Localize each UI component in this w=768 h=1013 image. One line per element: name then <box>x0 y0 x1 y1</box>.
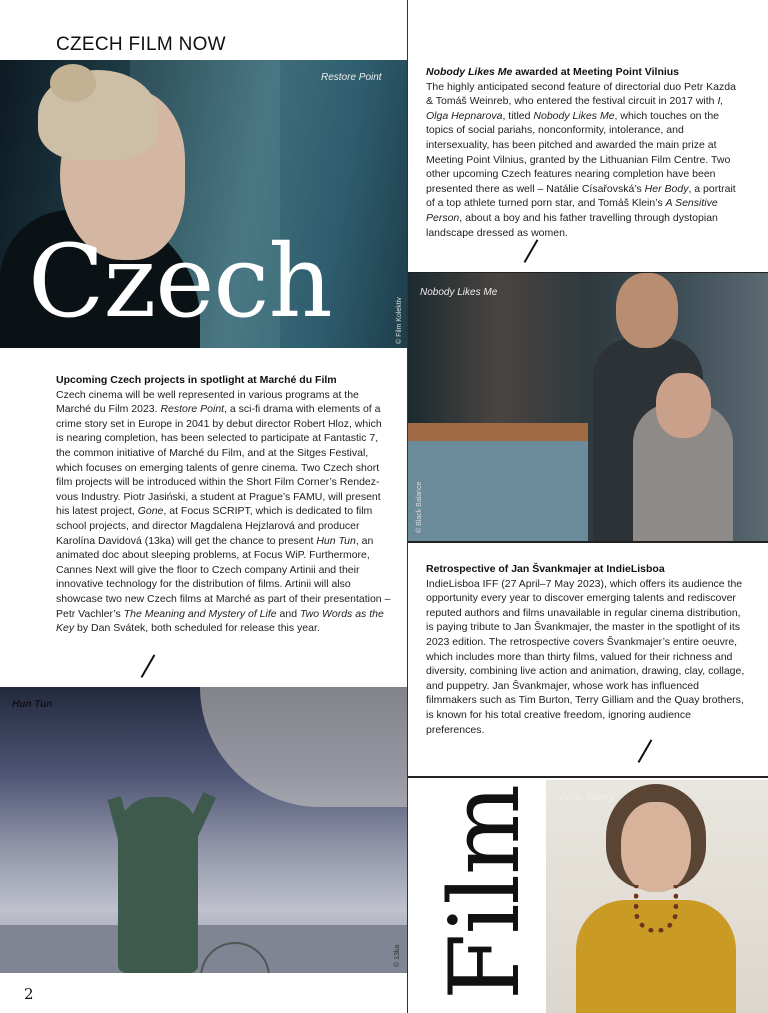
article-nobody-likes-me <box>426 65 744 240</box>
page-number: 2 <box>24 985 34 1003</box>
article-body: Czech cinema will be well represented in various programs at the Marché du Film 2023. Restore Point, a sci-fi drama with elements of a crime story set in Europe in 2041 by debut director Robert Hloz, which is nearing completion, has been selected to participate at Fantastic 7, the common initiative of Marché du Film, and at the Sitges Festival, which focuses on emerging talents of genre cinema. Two Czech short film projects will be introduced within the Short Film Corner’s Rendez-vous Industry. Piotr Jasiński, a student at Prague’s FAMU, will present his latest project, Gone, at Focus SCRIPT, which is dedicated to film school projects, and director Magdalena Hejzlarová and producer Karolína Davidová (13ka) will get the chance to present Hun Tun, an animated doc about sleeping problems, at Focus WiP. Furthermore, Cannes Next will give the floor to Czech company Artinii and their innovative technology for the distribution of films. Artinii will also showcase two new Czech films at Marché as part of their presentation – Petr Vachler’s The Meaning and Mystery of Life and Two Words as the Key by Dan Svátek, both scheduled for release this year. <box>56 388 391 635</box>
photo-caption: Hun Tun <box>12 699 53 710</box>
end-mark <box>141 654 155 677</box>
article-body: The highly anticipated second feature of directorial duo Petr Kazda & Tomáš Weinreb, who entered the festival circuit in 2017 with I, Olga Hepnarova, titled Nobody Likes Me, which touches on the topics of social pariahs, nonconformity, intolerance, and intersexuality, has been pitched and awarded the main prize at Meeting Point Vilnius, granted by the Lithuanian Film Centre. Two other upcoming Czech features nearing completion have been presented there as well – Natálie Císařovská’s Her Body, a portrait of a top athlete turned porn star, and Tomáš Klein’s A Sensitive Person, about a boy and his father travelling through dystopian landscape dressed as women. <box>426 80 736 239</box>
article-title: Nobody Likes Me awarded at Meeting Point Vilnius <box>426 66 680 78</box>
photo-caption: Nobody Likes Me <box>420 287 498 298</box>
article-title: Upcoming Czech projects in spotlight at Marché du Film <box>56 374 337 386</box>
decorative-word-czech: Czech <box>28 223 332 340</box>
article-body: IndieLisboa IFF (27 April–7 May 2023), which offers its audience the opportunity every year to discover emerging talents and rediscover reputed authors and films unavailable in regular cinema distribution, is paying tribute to Jan Švankmajer, the master in the spotlight of its 2023 edition. The retrospective covers Švankmajer’s entire oeuvre, which includes more than thirty films, valued for their richness and diversity, combining live action and animation, drawing, clay, collage, and puppetry. Jan Švankmajer, whose work has influenced filmmakers such as Tim Burton, Terry Gilliam and the Quay brothers, is known for his total creative freedom, ignoring audience preferences. <box>426 577 745 736</box>
section-title: CZECH FILM NOW <box>56 34 226 55</box>
article-svankmajer <box>426 562 746 737</box>
decorative-word-film: Film <box>429 784 541 1000</box>
nobody-likes-me-photo <box>408 273 768 541</box>
article-marche-du-film <box>56 373 392 636</box>
article-title: Retrospective of Jan Švankmajer at IndieLisboa <box>426 563 665 575</box>
photo-credit: © Black Balance <box>416 481 423 533</box>
alice-tabery-photo <box>546 780 768 1013</box>
end-mark <box>524 239 538 262</box>
section-rule <box>408 776 768 778</box>
photo-credit: © 13ka <box>394 944 401 967</box>
end-mark <box>638 739 652 762</box>
section-rule <box>408 541 768 543</box>
photo-credit: © Film Kolektiv <box>396 297 403 344</box>
photo-caption: Restore Point <box>321 72 382 83</box>
hun-tun-photo <box>0 687 407 973</box>
photo-caption: Alice Tabery <box>560 792 615 803</box>
